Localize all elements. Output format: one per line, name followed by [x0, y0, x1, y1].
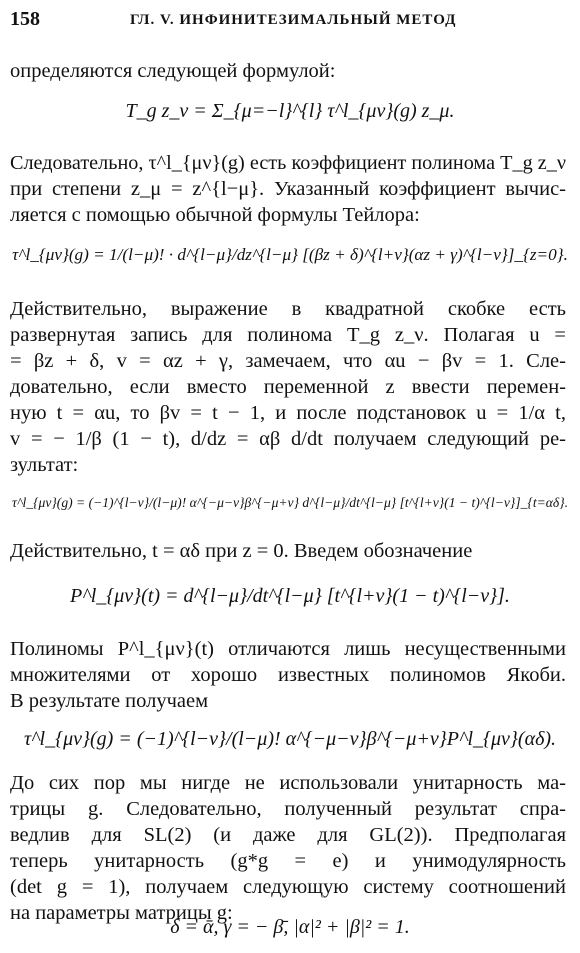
paragraph-6	[10, 770, 566, 926]
text-line: До сих пор мы нигде не использовали унитарность ма-	[10, 772, 566, 794]
equation-2: τ^l_{μν}(g) = 1/(l−μ)! · d^{l−μ}/dz^{l−μ} [(βz + δ)^{l+ν}(αz + γ)^{l−ν}]_{z=0}.	[12, 245, 568, 264]
equation-1: T_g z_ν = Σ_{μ=−l}^{l} τ^l_{μν}(g) z_μ.	[125, 100, 455, 122]
text-line: Следовательно, τ^l_{μν}(g) есть коэффициент полинома T_g z_ν	[10, 152, 566, 174]
text-line: Полиномы P^l_{μν}(t) отличаются лишь несущественными	[10, 638, 566, 660]
text-line: (det g = 1), получаем следующую систему соотношений	[10, 876, 566, 898]
text-line: зультат:	[10, 454, 79, 476]
text-line: определяются следующей формулой:	[10, 60, 336, 82]
paragraph-5	[10, 636, 566, 714]
text-line: Действительно, t = αδ при z = 0. Введем обозначение	[10, 540, 473, 562]
paragraph-4	[10, 538, 566, 564]
paragraph-1	[10, 58, 566, 84]
equation-6: δ = ᾱ, γ = − β̄, |α|² + |β|² = 1.	[170, 916, 410, 938]
text-line: развернутая запись для полинома T_g z_ν. Полагая u =	[10, 324, 566, 346]
equation-5: τ^l_{μν}(g) = (−1)^{l−ν}/(l−μ)! α^{−μ−ν}β^{−μ+ν}P^l_{μν}(αδ).	[23, 728, 557, 750]
page-number: 158	[10, 8, 40, 30]
text-line: трицы g. Следовательно, полученный результат спра-	[10, 798, 566, 820]
text-line: ную t = αu, то βv = t − 1, и после подстановок u = 1/α t,	[10, 402, 566, 424]
running-title: ГЛ. V. ИНФИНИТЕЗИМАЛЬНЫЙ МЕТОД	[130, 12, 457, 28]
page-header	[10, 8, 570, 34]
text-line: = βz + δ, v = αz + γ, замечаем, что αu − βv = 1. Сле-	[10, 350, 566, 372]
text-line: на параметры матрицы g:	[10, 902, 233, 924]
text-line: множителями от хорошо известных полиномов Якоби.	[10, 664, 566, 686]
text-line: довательно, если вместо переменной z ввести перемен-	[10, 376, 566, 398]
text-line: ведлив для SL(2) (и даже для GL(2)). Предполагая	[10, 824, 566, 846]
text-line: В результате получаем	[10, 690, 209, 712]
text-line: теперь унитарность (g*g = e) и унимодулярность	[10, 850, 566, 872]
equation-3: τ^l_{μν}(g) = (−1)^{l−ν}/(l−μ)! α^{−μ−ν}β^{−μ+ν} d^{l−μ}/dt^{l−μ} [t^{l+ν}(1 − t)^{l−ν}]_{t=αδ}.	[11, 495, 569, 510]
text-line: при степени z_μ = z^{l−μ}. Указанный коэффициент вычис-	[10, 178, 566, 200]
text-line: ляется с помощью обычной формулы Тейлора:	[10, 204, 420, 226]
paragraph-3	[10, 296, 566, 478]
text-line: v = − 1/β (1 − t), d/dz = αβ d/dt получаем следующий ре-	[10, 428, 566, 450]
paragraph-2	[10, 150, 566, 228]
equation-4: P^l_{μν}(t) = d^{l−μ}/dt^{l−μ} [t^{l+ν}(1 − t)^{l−ν}].	[70, 585, 510, 607]
text-line: Действительно, выражение в квадратной скобке есть	[10, 298, 566, 320]
